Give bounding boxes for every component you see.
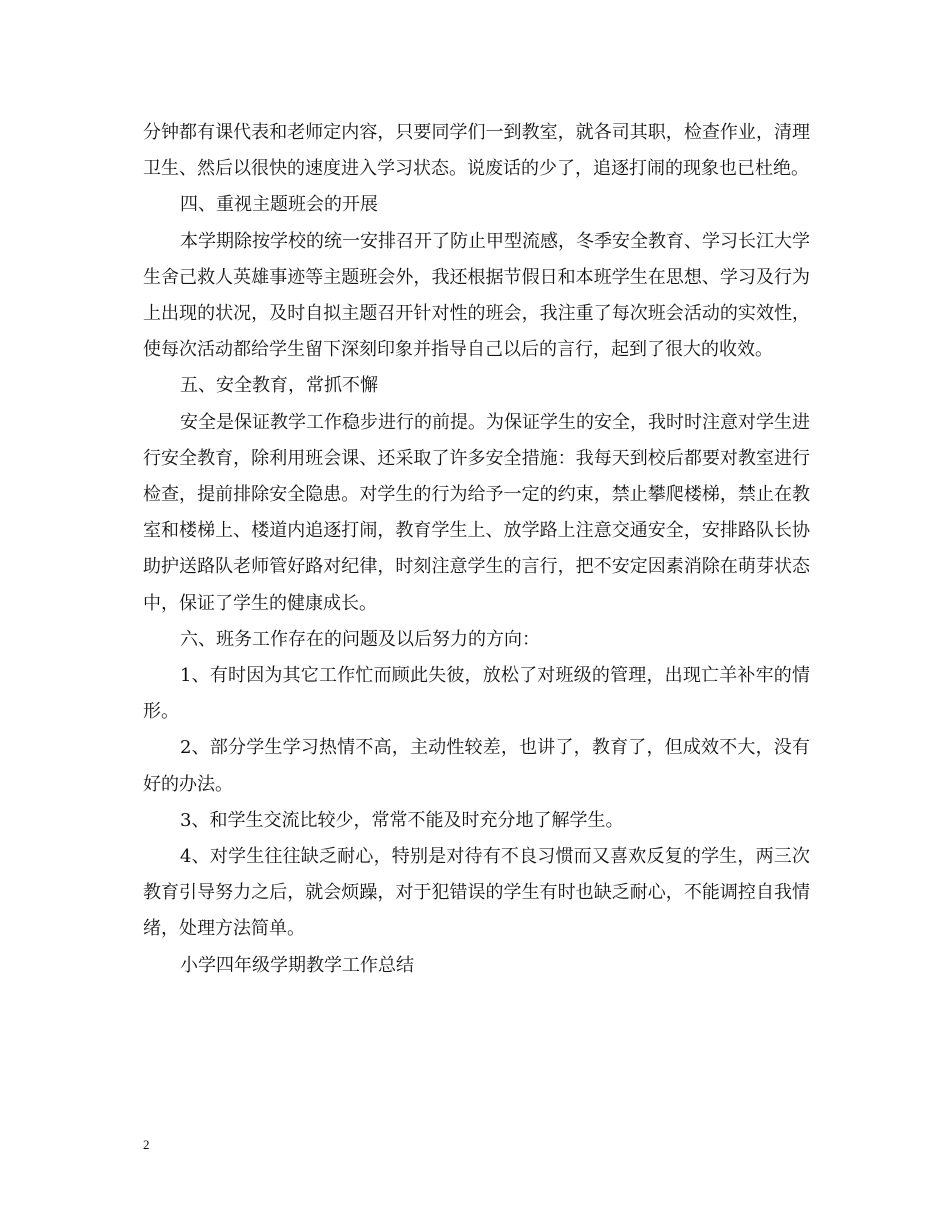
section-heading-five: 五、安全教育，常抓不懈 [180, 375, 378, 397]
section-heading-six: 六、班务工作存在的问题及以后努力的方向： [180, 628, 540, 650]
list-item-2: 2、部分学生学习热情不高，主动性较差，也讲了，教育了，但成效不大，没有好的办法。 [143, 737, 810, 795]
list-item-4: 4、对学生往往缺乏耐心，特别是对待有不良习惯而又喜欢反复的学生，两三次教育引导努力之后，就会烦躁，对于犯错误的学生有时也缺乏耐心，不能调控自我情绪，处理方法简单。 [143, 846, 810, 940]
list-item-1: 1、有时因为其它工作忙而顾此失彼，放松了对班级的管理，出现亡羊补牢的情形。 [143, 665, 810, 723]
paragraph-1: 分钟都有课代表和老师定内容，只要同学们一到教室，就各司其职，检查作业，清理卫生、然后以很快的速度进入学习状态。说废话的少了，追逐打闹的现象也已杜绝。 [143, 122, 810, 180]
list-item-3: 3、和学生交流比较少，常常不能及时充分地了解学生。 [180, 809, 624, 831]
section-heading-four: 四、重视主题班会的开展 [180, 194, 378, 216]
page-number: 2 [143, 1137, 150, 1152]
paragraph-safety: 安全是保证教学工作稳步进行的前提。为保证学生的安全，我时时注意对学生进行安全教育，除利用班会课、还采取了许多安全措施：我每天到校后都要对教室进行检查，提前排除安全隐患。对学生的行为给予一定的约束，禁止攀爬楼梯，禁止在教室和楼梯上、楼道内追逐打闹，教育学生上、放学路上注意交通安全，安排路队长协助护送路队老师管好路对纪律，时刻注意学生的言行，把不安定因素消除在萌芽状态中，保证了学生的健康成长。 [143, 411, 810, 614]
closing-title: 小学四年级学期教学工作总结 [180, 954, 414, 976]
paragraph-class-meeting: 本学期除按学校的统一安排召开了防止甲型流感，冬季安全教育、学习长江大学生舍己救人英雄事迹等主题班会外，我还根据节假日和本班学生在思想、学习及行为上出现的状况，及时自拟主题召开针对性的班会，我注重了每次班会活动的实效性，使每次活动都给学生留下深刻印象并指导自己以后的言行，起到了很大的收效。 [143, 230, 810, 361]
document-body [143, 115, 810, 984]
